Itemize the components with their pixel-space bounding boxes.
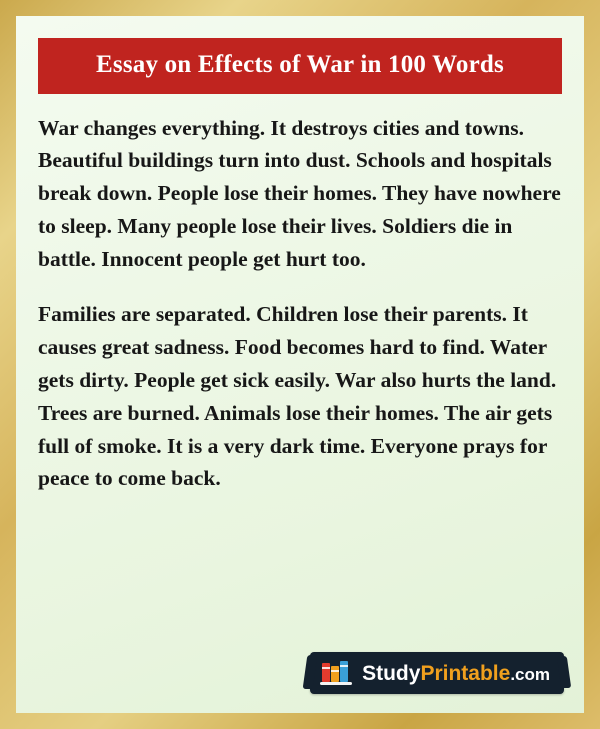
logo-text-dotcom: .com [510, 664, 550, 684]
logo-text [362, 663, 550, 684]
logo-text-study: Study [362, 661, 421, 685]
logo-text-printable: Printable [420, 661, 511, 685]
page-title: Essay on Effects of War in 100 Words [38, 38, 562, 94]
essay-body [38, 112, 562, 696]
paragraph: War changes everything. It destroys cities and towns. Beautiful buildings turn into dust. Schools and hospitals break down. People lose their homes. They have nowhere to sleep. Many people lose their lives. Soldiers die in battle. Innocent people get hurt too. [38, 115, 561, 272]
paragraph: Families are separated. Children lose their parents. It causes great sadness. Food becomes hard to find. Water gets dirty. People get sick easily. War also hurts the land. Trees are burned. Animals lose their homes. The air gets full of smoke. It is a very dark time. Everyone prays for peace to come back. [38, 301, 557, 491]
studyprintable-logo[interactable] [310, 652, 564, 694]
poster-inner-panel [16, 16, 584, 713]
footer-branding [310, 649, 564, 697]
books-icon [320, 659, 354, 687]
